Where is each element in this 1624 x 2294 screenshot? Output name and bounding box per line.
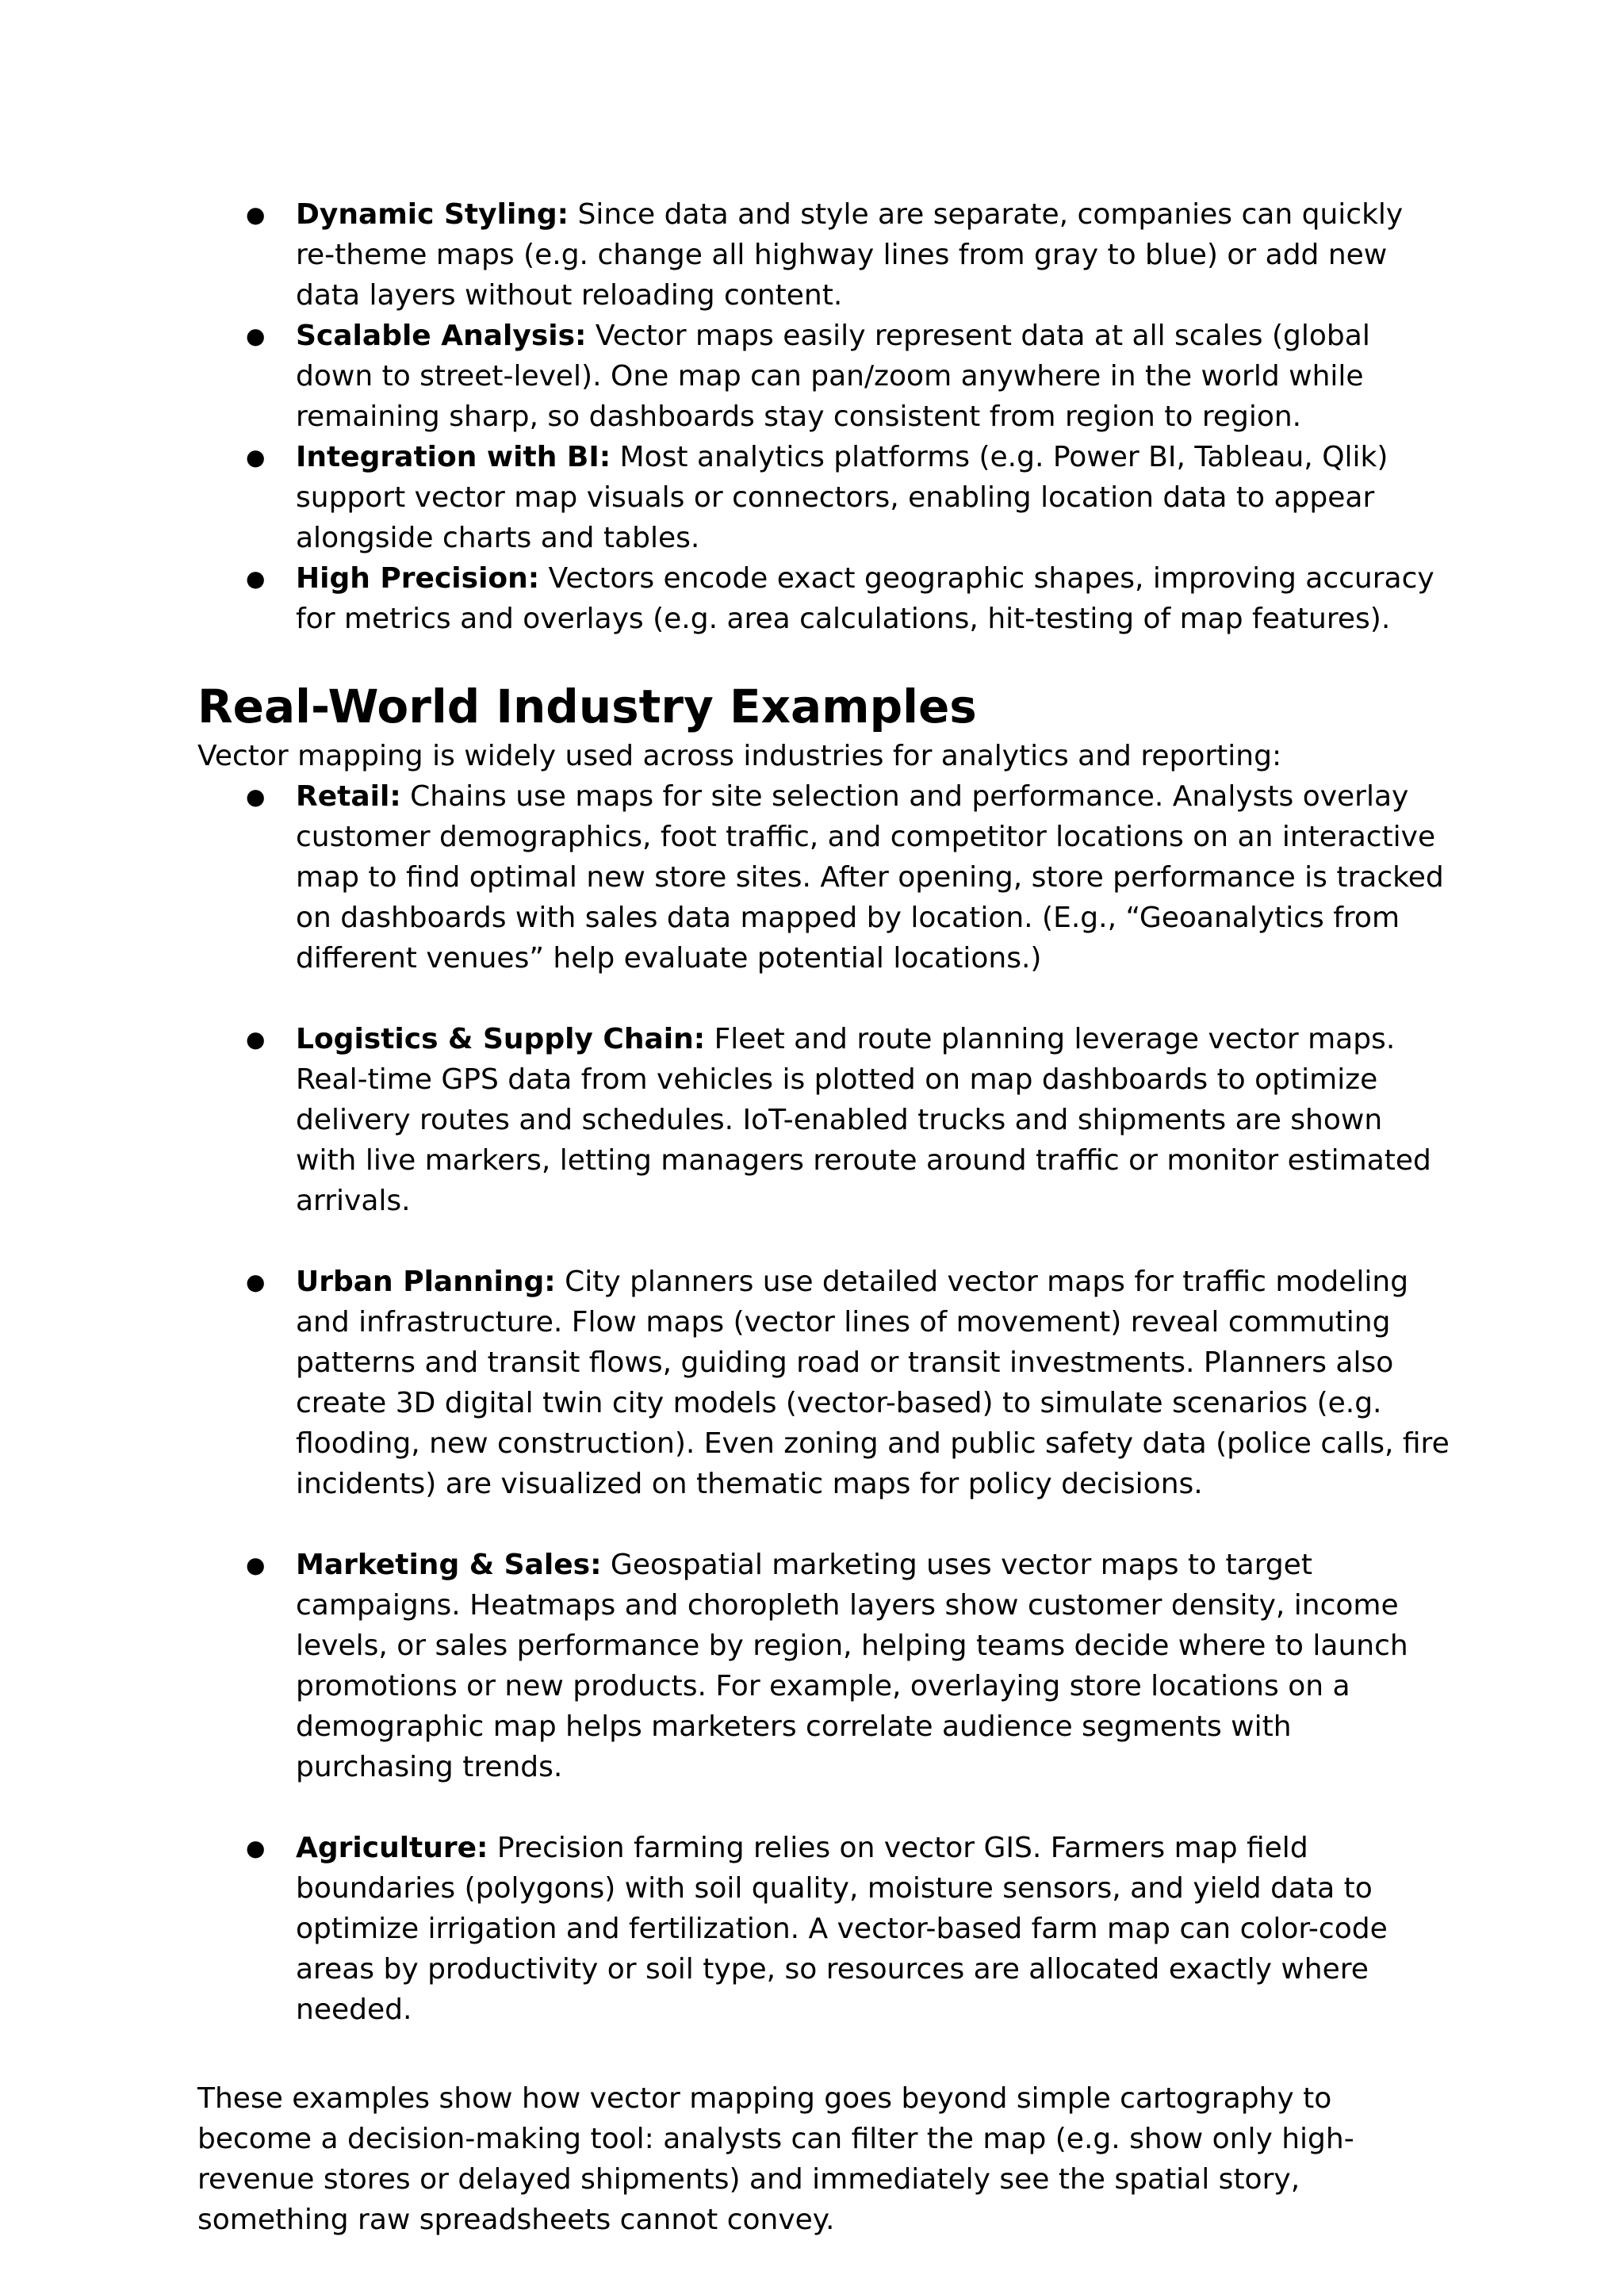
bullet-icon: ● bbox=[246, 1835, 266, 1861]
bullet-text: Fleet and route planning leverage vector maps. Real-time GPS data from vehicles is plotted on map dashboards to optimize delivery routes and schedules. IoT-enabled trucks and shipments are shown with live markers, letting managers reroute around traffic or monitor estimated arrivals. bbox=[296, 1023, 1431, 1217]
bullet-icon: ● bbox=[246, 323, 266, 349]
bullet-icon: ● bbox=[246, 783, 266, 810]
bullet-icon: ● bbox=[246, 1269, 266, 1295]
bullet-text: Geospatial marketing uses vector maps to target campaigns. Heatmaps and choropleth layers show customer density, income levels, or sales performance by region, helping teams decide where to launch promotions or new products. For example, overlaying store locations on a demographic map helps marketers correlate audience segments with purchasing trends. bbox=[296, 1549, 1408, 1783]
bullet-text: Most analytics platforms (e.g. Power BI, Tableau, Qlik) support vector map visuals or connectors, enabling location data to appear alongside charts and tables. bbox=[296, 441, 1388, 554]
bullet-icon: ● bbox=[246, 444, 266, 470]
industry-examples-list bbox=[197, 776, 1450, 2030]
bullet-term: High Precision: bbox=[296, 562, 540, 595]
list-item bbox=[197, 1828, 1450, 2030]
benefits-list bbox=[197, 194, 1450, 639]
bullet-icon: ● bbox=[246, 201, 266, 228]
bullet-term: Logistics & Supply Chain: bbox=[296, 1023, 706, 1055]
closing-paragraph: These examples show how vector mapping goes beyond simple cartography to become a decision-making tool: analysts can filter the map (e.g. show only high-revenue stores or delayed shipments) and immediately see the spatial story, something raw spreadsheets cannot convey. bbox=[197, 2082, 1354, 2236]
bullet-text: Precision farming relies on vector GIS. Farmers map field boundaries (polygons) with soil quality, moisture sensors, and yield data to optimize irrigation and fertilization. A vector-based farm map can color-code areas by productivity or soil type, so resources are allocated exactly where needed. bbox=[296, 1832, 1388, 2026]
bullet-text: Since data and style are separate, companies can quickly re-theme maps (e.g. change all highway lines from gray to blue) or add new data layers without reloading content. bbox=[296, 198, 1404, 312]
list-item bbox=[197, 1545, 1450, 1787]
list-item bbox=[197, 316, 1450, 437]
bullet-text: Vectors encode exact geographic shapes, improving accuracy for metrics and overlays (e.g. area calculations, hit-testing of map features). bbox=[296, 562, 1434, 635]
section-intro: Vector mapping is widely used across industries for analytics and reporting: bbox=[197, 740, 1282, 772]
bullet-term: Integration with BI: bbox=[296, 441, 611, 473]
list-item bbox=[197, 194, 1450, 316]
bullet-term: Marketing & Sales: bbox=[296, 1549, 602, 1581]
bullet-term: Agriculture: bbox=[296, 1832, 488, 1864]
document-page bbox=[197, 194, 1450, 2240]
bullet-icon: ● bbox=[246, 565, 266, 592]
bullet-term: Scalable Analysis: bbox=[296, 320, 587, 352]
list-item bbox=[197, 1019, 1450, 1221]
bullet-text: Vector maps easily represent data at all scales (global down to street-level). One map can pan/zoom anywhere in the world while remaining sharp, so dashboards stay consistent from region to region. bbox=[296, 320, 1370, 433]
bullet-term: Dynamic Styling: bbox=[296, 198, 569, 231]
bullet-icon: ● bbox=[246, 1552, 266, 1578]
list-item bbox=[197, 558, 1450, 639]
list-item bbox=[197, 1262, 1450, 1504]
bullet-term: Urban Planning: bbox=[296, 1266, 556, 1298]
bullet-term: Retail: bbox=[296, 780, 401, 813]
list-item bbox=[197, 776, 1450, 978]
bullet-text: Chains use maps for site selection and performance. Analysts overlay customer demographics, foot traffic, and competitor locations on an interactive map to find optimal new store sites. After opening, store performance is tracked on dashboards with sales data mapped by location. (E.g., “Geoanalytics from different venues” help evaluate potential locations.) bbox=[296, 780, 1444, 975]
bullet-text: City planners use detailed vector maps for traffic modeling and infrastructure. Flow maps (vector lines of movement) reveal commuting patterns and transit flows, guiding road or transit investments. Planners also create 3D digital twin city models (vector-based) to simulate scenarios (e.g. flooding, new construction). Even zoning and public safety data (police calls, fire incidents) are visualized on thematic maps for policy decisions. bbox=[296, 1266, 1450, 1500]
list-item bbox=[197, 437, 1450, 558]
section-heading: Real-World Industry Examples bbox=[197, 680, 977, 733]
bullet-icon: ● bbox=[246, 1026, 266, 1052]
